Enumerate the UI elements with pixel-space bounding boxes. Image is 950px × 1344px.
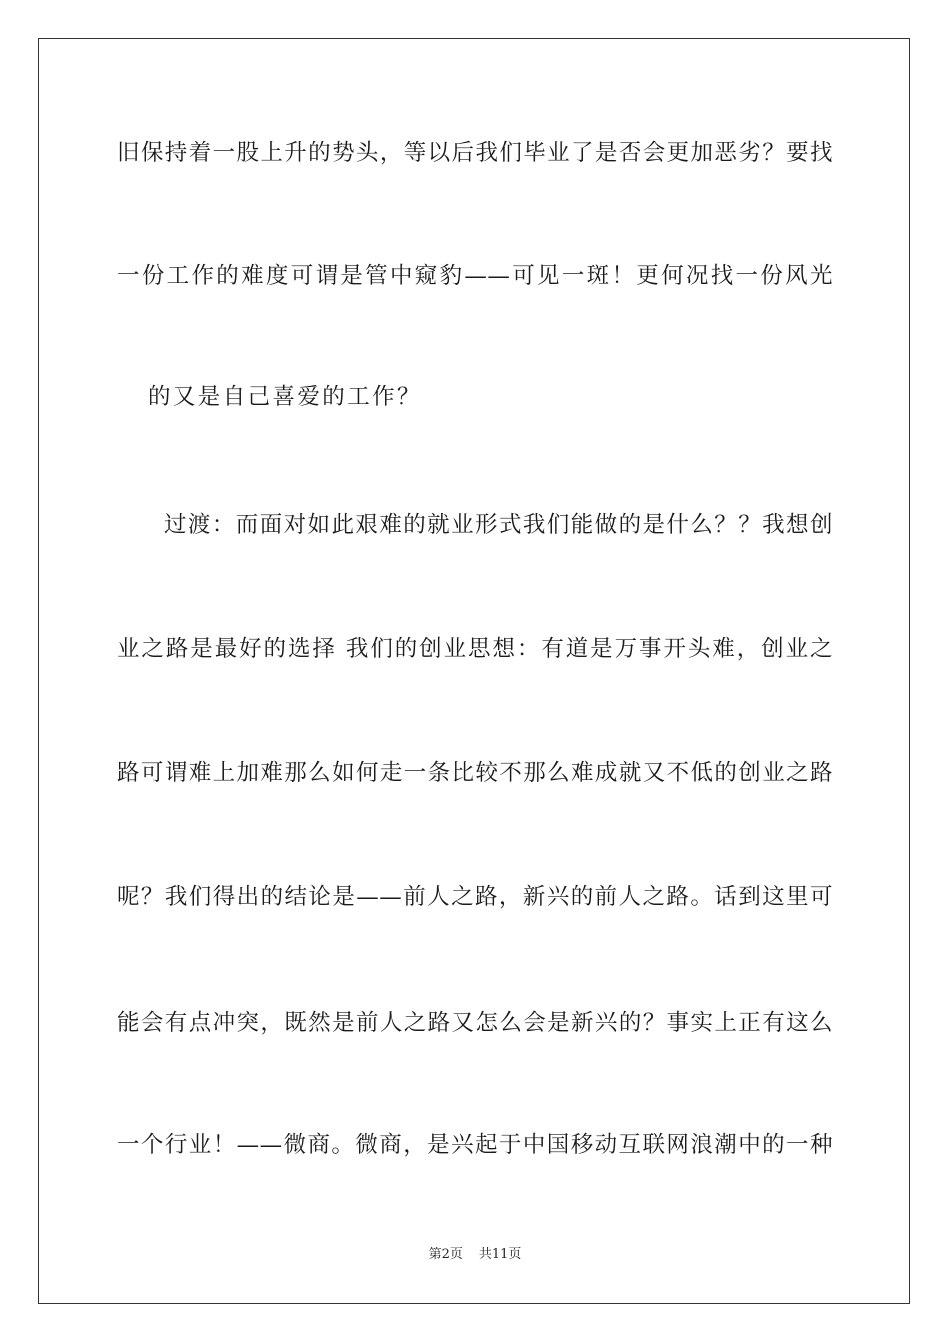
body-text-line-7: 呢？我们得出的结论是——前人之路，新兴的前人之路。话到这里可: [117, 884, 833, 910]
page-number: 第2页: [428, 1247, 463, 1262]
body-text-line-1: 旧保持着一股上升的势头，等以后我们毕业了是否会更加恶劣？要找: [117, 140, 833, 166]
body-text-line-2: 一份工作的难度可谓是管中窥豹——可见一斑！更何况找一份风光: [117, 263, 833, 289]
page-total: 共11页: [478, 1247, 522, 1262]
body-text-line-3: 的又是自己喜爱的工作？: [148, 384, 422, 410]
body-text-line-8: 能会有点冲突，既然是前人之路又怎么会是新兴的？事实上正有这么: [117, 1010, 833, 1036]
page-footer: [0, 1246, 950, 1264]
body-text-line-9: 一个行业！——微商。微商，是兴起于中国移动互联网浪潮中的一种: [117, 1132, 833, 1158]
body-text-line-4: 过渡：而面对如此艰难的就业形式我们能做的是什么？？我想创: [164, 512, 833, 538]
page-border: [38, 38, 910, 1304]
body-text-line-5: 业之路是最好的选择 我们的创业思想：有道是万事开头难，创业之: [117, 636, 833, 662]
body-text-line-6: 路可谓难上加难那么如何走一条比较不那么难成就又不低的创业之路: [117, 760, 833, 786]
